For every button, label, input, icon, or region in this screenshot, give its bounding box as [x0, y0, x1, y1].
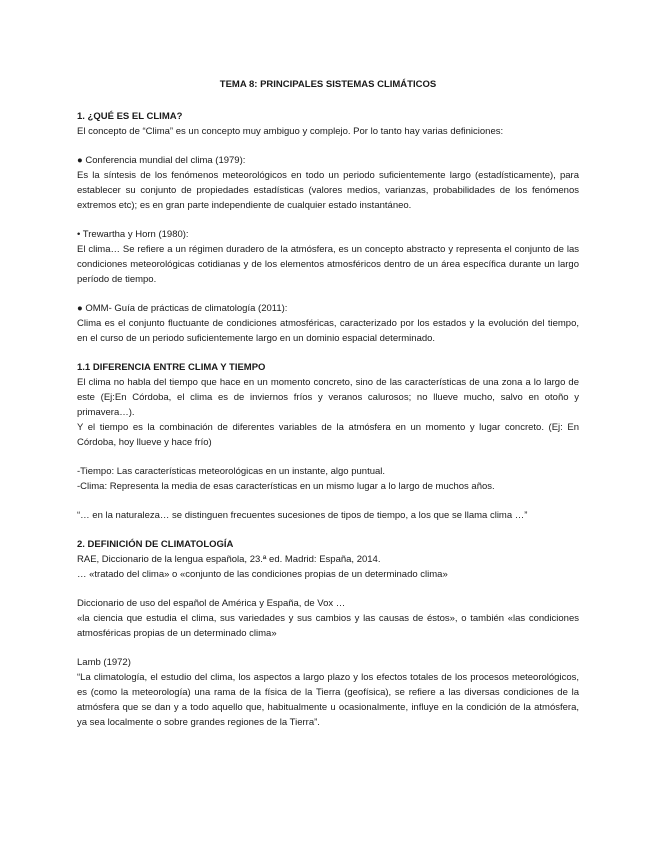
vox-title: Diccionario de uso del español de América y España, de Vox …	[77, 598, 346, 609]
definition-2-title: • Trewartha y Horn (1980):	[77, 229, 189, 240]
section-2-heading: 2. DEFINICIÓN DE CLIMATOLOGÍA	[77, 539, 234, 550]
section-1-heading: 1. ¿QUÉ ES EL CLIMA?	[77, 111, 183, 122]
rae-title: RAE, Diccionario de la lengua española, 23.ª ed. Madrid: España, 2014.	[77, 554, 381, 565]
lamb-title: Lamb (1972)	[77, 657, 131, 668]
document-content	[77, 77, 579, 730]
rae-text: … «tratado del clima» o «conjunto de las condiciones propias de un determinado clima»	[77, 569, 448, 580]
section-1-1-paragraph-2: Y el tiempo es la combinación de diferentes variables de la atmósfera en un momento y lugar concreto. (Ej: En Córdoba, hoy llueve y hace frío)	[77, 422, 579, 448]
clima-definition: -Clima: Representa la media de esas características en un mismo lugar a lo largo de muchos años.	[77, 481, 495, 492]
definition-1-text: Es la síntesis de los fenómenos meteorológicos en todo un periodo suficientemente largo (estadísticamente), para establecer su conjunto de propiedades estadísticas (valores medios, varianzas, probabilidades de los fenómenos extremos etc); es en gran parte independiente de cualquier estado instantáneo.	[77, 170, 579, 211]
tiempo-definition: -Tiempo: Las características meteorológicas en un instante, algo puntual.	[77, 466, 386, 477]
section-1-1-heading: 1.1 DIFERENCIA ENTRE CLIMA Y TIEMPO	[77, 362, 266, 373]
section-1-1-paragraph-1: El clima no habla del tiempo que hace en un momento concreto, sino de las características de una zona a lo largo de este (Ej:En Córdoba, el clima es de inviernos fríos y veranos calurosos; no llueve mucho, salvo en otoño y primavera…).	[77, 377, 579, 418]
definition-1-title: ● Conferencia mundial del clima (1979):	[77, 155, 246, 166]
section-1-intro: El concepto de “Clima” es un concepto muy ambiguo y complejo. Por lo tanto hay varias definiciones:	[77, 126, 504, 137]
quote: “… en la naturaleza… se distinguen frecuentes sucesiones de tipos de tiempo, a los que se llama clima …”	[77, 510, 528, 521]
definition-2-text: El clima… Se refiere a un régimen duradero de la atmósfera, es un concepto abstracto y representa el conjunto de las condiciones meteorológicas cotidianas y de los elementos atmosféricos dentro de un área específica durante un largo período de tiempo.	[77, 244, 579, 285]
definition-3-title: ● OMM- Guía de prácticas de climatología (2011):	[77, 303, 288, 314]
document-title: TEMA 8: PRINCIPALES SISTEMAS CLIMÁTICOS	[219, 79, 437, 90]
lamb-text: “La climatología, el estudio del clima, los aspectos a largo plazo y los efectos totales de los procesos meteorológicos, es (como la meteorología) una rama de la física de la Tierra (geofísica), se refiere a las diversas condiciones de la atmósfera que se dan y a todo aquello que, habitualmente u ocasionalmente, influye en la condición de la atmósfera, ya sea localmente o sobre grandes regiones de la Tierra”.	[77, 672, 579, 728]
definition-3-text: Clima es el conjunto fluctuante de condiciones atmosféricas, caracterizado por los estados y la evolución del tiempo, en el curso de un periodo suficientemente largo en un dominio espacial determinado.	[77, 318, 579, 344]
vox-text: «la ciencia que estudia el clima, sus variedades y sus cambios y las causas de éstos», o también «las condiciones atmosféricas propias de un determinado clima»	[77, 613, 579, 639]
